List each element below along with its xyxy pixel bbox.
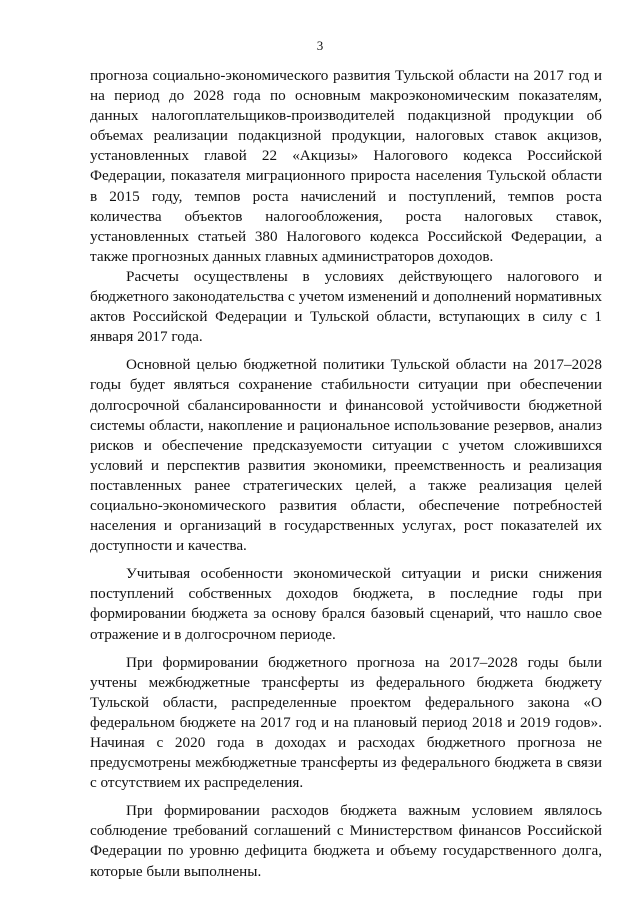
paragraph-2: Расчеты осуществлены в условиях действующего налогового и бюджетного законодательства с учетом изменений и дополнений нормативных актов Российской Федерации и Тульской области, вступающих в силу с 1 января 2017 года. <box>90 267 602 346</box>
page-number: 3 <box>316 38 324 53</box>
paragraph-1: прогноза социально-экономического развития Тульской области на 2017 год и на период до 2028 года по основным макроэкономическим показателям, данных налогоплательщиков-производителей подакцизной продукции об объемах реализации подакцизной продукции, налоговых ставок акцизов, установленных главой 22 «Акцизы» Налогового кодекса Российской Федерации, показателя миграционного прироста населения Тульской области в 2015 году, темпов роста начислений и поступлений, темпов роста количества объектов налогообложения, роста налоговых ставок, установленных статьей 380 Налогового кодекса Российской Федерации, а также прогнозных данных главных администраторов доходов. <box>90 67 602 265</box>
paragraph-5: При формировании бюджетного прогноза на 2017–2028 годы были учтены межбюджетные трансферты из федерального бюджета бюджету Тульской области, распределенные проектом федерального закона «О федеральном бюджете на 2017 год и на плановый период 2018 и 2019 годов». Начиная с 2020 года в доходах и расходах бюджетного прогноза не предусмотрены межбюджетные трансферты из федерального бюджета в связи с отсутствием их распределения. <box>90 653 602 792</box>
paragraph-6: При формировании расходов бюджета важным условием являлось соблюдение требований соглашений с Министерством финансов Российской Федерации по уровню дефицита бюджета и объему государственного долга, которые были выполнены. <box>90 802 602 880</box>
paragraph-4: Учитывая особенности экономической ситуации и риски снижения поступлений собственных доходов бюджета, в последние годы при формировании бюджета за основу брался базовый сценарий, что нашло свое отражение и в долгосрочном периоде. <box>90 565 602 643</box>
document-body <box>90 66 602 882</box>
paragraph-3: Основной целью бюджетной политики Тульской области на 2017–2028 годы будет являться сохранение стабильности ситуации при обеспечении долгосрочной сбалансированности и финансовой устойчивости бюджетной системы области, накопление и рациональное использование резервов, анализ рисков и обеспечение предсказуемости ситуации с учетом сложившихся условий и перспектив развития экономики, преемственность и реализация поставленных ранее стратегических целей, а также реализация целей социально-экономического развития области, обеспечение потребностей населения и организаций в государственных услугах, рост показателей их доступности и качества. <box>90 356 602 555</box>
